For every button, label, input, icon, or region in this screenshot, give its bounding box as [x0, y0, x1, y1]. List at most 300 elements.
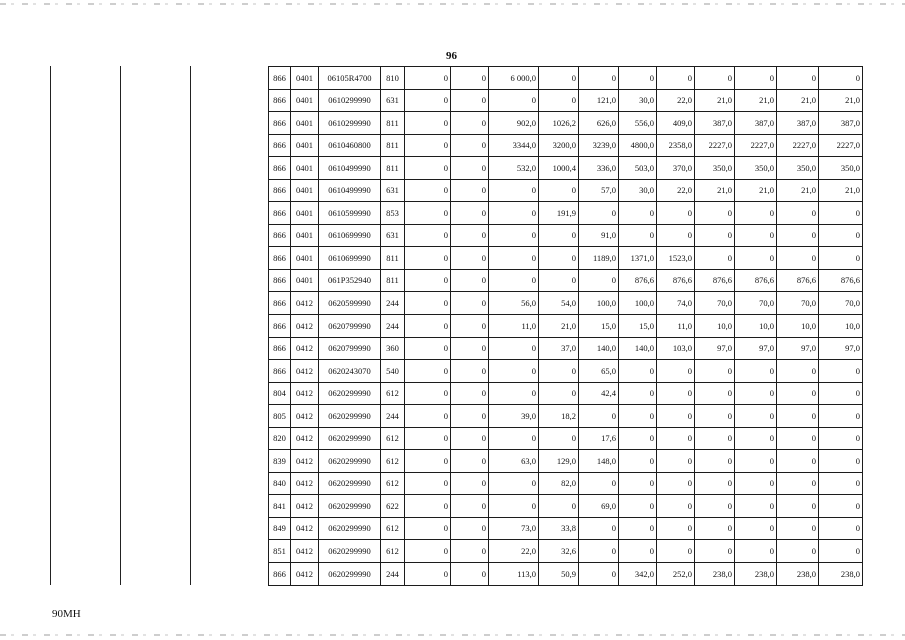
table-cell: 0	[579, 202, 619, 225]
table-cell: 0401	[291, 247, 319, 270]
table-cell: 244	[381, 292, 405, 315]
table-cell: 0	[539, 427, 579, 450]
table-cell: 0	[819, 360, 863, 383]
table-cell: 0	[405, 472, 451, 495]
table-cell: 0	[451, 382, 489, 405]
table-cell: 11,0	[489, 315, 539, 338]
table-cell: 0	[657, 427, 695, 450]
table-cell: 32,6	[539, 540, 579, 563]
table-cell: 0	[405, 134, 451, 157]
table-cell: 21,0	[735, 179, 777, 202]
table-cell: 811	[381, 112, 405, 135]
table-cell: 0	[405, 179, 451, 202]
table-row	[269, 563, 863, 586]
table-cell: 810	[381, 67, 405, 90]
table-cell: 0610299990	[319, 89, 381, 112]
table-cell: 0	[735, 224, 777, 247]
table-cell: 0610299990	[319, 112, 381, 135]
table-cell: 612	[381, 472, 405, 495]
table-cell: 0	[735, 67, 777, 90]
table-cell: 841	[269, 495, 291, 518]
table-cell: 0412	[291, 360, 319, 383]
table-cell: 350,0	[695, 157, 735, 180]
table-cell: 0	[777, 450, 819, 473]
table-cell: 82,0	[539, 472, 579, 495]
table-cell: 0	[451, 157, 489, 180]
table-cell: 0	[619, 382, 657, 405]
table-cell: 0412	[291, 405, 319, 428]
table-cell: 851	[269, 540, 291, 563]
table-cell: 54,0	[539, 292, 579, 315]
table-cell: 0	[777, 472, 819, 495]
table-cell: 0	[405, 315, 451, 338]
table-cell: 0	[405, 337, 451, 360]
table-cell: 0	[405, 112, 451, 135]
table-cell: 21,0	[777, 179, 819, 202]
table-cell: 840	[269, 472, 291, 495]
table-cell: 342,0	[619, 563, 657, 586]
table-cell: 0	[695, 517, 735, 540]
table-cell: 0401	[291, 157, 319, 180]
table-cell: 97,0	[735, 337, 777, 360]
table-cell: 70,0	[695, 292, 735, 315]
table-cell: 0	[489, 247, 539, 270]
table-cell: 811	[381, 134, 405, 157]
table-cell: 853	[381, 202, 405, 225]
table-cell: 140,0	[579, 337, 619, 360]
table-cell: 0	[777, 517, 819, 540]
table-cell: 2227,0	[735, 134, 777, 157]
table-cell: 804	[269, 382, 291, 405]
table-row	[269, 382, 863, 405]
table-cell: 0	[819, 450, 863, 473]
table-cell: 0412	[291, 337, 319, 360]
table-cell: 4800,0	[619, 134, 657, 157]
table-cell: 252,0	[657, 563, 695, 586]
table-cell: 0	[451, 450, 489, 473]
table-cell: 0	[579, 405, 619, 428]
table-cell: 10,0	[777, 315, 819, 338]
table-cell: 866	[269, 179, 291, 202]
table-cell: 97,0	[819, 337, 863, 360]
table-cell: 0620299990	[319, 382, 381, 405]
table-cell: 866	[269, 563, 291, 586]
table-cell: 876,6	[695, 269, 735, 292]
table-cell: 91,0	[579, 224, 619, 247]
table-cell: 100,0	[619, 292, 657, 315]
table-cell: 0	[451, 495, 489, 518]
table-cell: 0610699990	[319, 224, 381, 247]
table-cell: 0	[451, 563, 489, 586]
table-cell: 0	[695, 405, 735, 428]
table-cell: 0	[405, 405, 451, 428]
table-cell: 0	[579, 67, 619, 90]
table-cell: 0	[695, 495, 735, 518]
table-row	[269, 179, 863, 202]
table-row	[269, 292, 863, 315]
table-cell: 503,0	[619, 157, 657, 180]
table-cell: 0	[657, 382, 695, 405]
table-cell: 0	[819, 202, 863, 225]
table-cell: 6 000,0	[489, 67, 539, 90]
table-cell: 876,6	[619, 269, 657, 292]
table-cell: 0412	[291, 427, 319, 450]
table-cell: 0	[451, 89, 489, 112]
table-cell: 0	[579, 540, 619, 563]
table-cell: 0	[819, 472, 863, 495]
table-cell: 0620299990	[319, 517, 381, 540]
table-cell: 238,0	[777, 563, 819, 586]
table-cell: 866	[269, 315, 291, 338]
table-cell: 820	[269, 427, 291, 450]
table-cell: 0	[735, 202, 777, 225]
table-cell: 0	[405, 269, 451, 292]
table-cell: 0	[579, 269, 619, 292]
table-cell: 0	[819, 247, 863, 270]
table-cell: 626,0	[579, 112, 619, 135]
table-cell: 0	[695, 540, 735, 563]
table-cell: 0	[451, 472, 489, 495]
table-cell: 0	[451, 405, 489, 428]
table-cell: 0610699990	[319, 247, 381, 270]
table-cell: 0	[695, 450, 735, 473]
table-cell: 1371,0	[619, 247, 657, 270]
table-cell: 409,0	[657, 112, 695, 135]
table-cell: 0401	[291, 67, 319, 90]
table-cell: 0620799990	[319, 337, 381, 360]
table-cell: 876,6	[819, 269, 863, 292]
table-cell: 540	[381, 360, 405, 383]
table-cell: 0	[695, 247, 735, 270]
table-cell: 631	[381, 224, 405, 247]
table-cell: 0	[405, 67, 451, 90]
table-cell: 0	[405, 540, 451, 563]
table-cell: 21,0	[819, 89, 863, 112]
table-row	[269, 405, 863, 428]
table-cell: 0620299990	[319, 427, 381, 450]
table-cell: 0	[451, 517, 489, 540]
table-cell: 0	[489, 382, 539, 405]
table-cell: 0	[539, 269, 579, 292]
table-cell: 0	[405, 382, 451, 405]
table-cell: 866	[269, 292, 291, 315]
table-cell: 866	[269, 360, 291, 383]
table-cell: 387,0	[777, 112, 819, 135]
table-cell: 0	[451, 292, 489, 315]
table-cell: 3239,0	[579, 134, 619, 157]
table-cell: 10,0	[819, 315, 863, 338]
table-cell: 30,0	[619, 179, 657, 202]
table-cell: 0	[735, 450, 777, 473]
table-cell: 866	[269, 67, 291, 90]
table-cell: 0	[451, 337, 489, 360]
table-cell: 866	[269, 112, 291, 135]
scan-edge-top	[0, 3, 905, 5]
table-cell: 73,0	[489, 517, 539, 540]
table-cell: 33,8	[539, 517, 579, 540]
table-cell: 21,0	[539, 315, 579, 338]
table-cell: 0	[819, 224, 863, 247]
table-cell: 0	[657, 360, 695, 383]
table-cell: 0	[451, 179, 489, 202]
table-row	[269, 517, 863, 540]
table-cell: 0	[405, 360, 451, 383]
table-cell: 902,0	[489, 112, 539, 135]
table-cell: 0412	[291, 315, 319, 338]
table-cell: 22,0	[657, 179, 695, 202]
table-cell: 39,0	[489, 405, 539, 428]
table-cell: 0	[619, 360, 657, 383]
table-cell: 238,0	[819, 563, 863, 586]
table-row	[269, 337, 863, 360]
table-cell: 336,0	[579, 157, 619, 180]
table-cell: 370,0	[657, 157, 695, 180]
table-cell: 612	[381, 450, 405, 473]
table-cell: 0	[405, 517, 451, 540]
table-cell: 191,9	[539, 202, 579, 225]
table-cell: 63,0	[489, 450, 539, 473]
table-row	[269, 134, 863, 157]
table-cell: 612	[381, 382, 405, 405]
table-cell: 0	[405, 247, 451, 270]
table-cell: 244	[381, 315, 405, 338]
table-cell: 1189,0	[579, 247, 619, 270]
table-cell: 113,0	[489, 563, 539, 586]
table-row	[269, 67, 863, 90]
table-cell: 556,0	[619, 112, 657, 135]
table-cell: 0610499990	[319, 157, 381, 180]
table-cell: 866	[269, 202, 291, 225]
table-cell: 0401	[291, 179, 319, 202]
table-cell: 876,6	[735, 269, 777, 292]
table-cell: 0	[735, 540, 777, 563]
table-cell: 100,0	[579, 292, 619, 315]
table-cell: 387,0	[695, 112, 735, 135]
table-cell: 0	[489, 202, 539, 225]
table-cell: 18,2	[539, 405, 579, 428]
table-row	[269, 89, 863, 112]
margin-rule-2	[120, 66, 121, 585]
table-row	[269, 112, 863, 135]
table-cell: 805	[269, 405, 291, 428]
table-cell: 0	[735, 427, 777, 450]
table-cell: 0412	[291, 382, 319, 405]
table-cell: 97,0	[695, 337, 735, 360]
table-cell: 0	[451, 427, 489, 450]
table-cell: 0	[451, 360, 489, 383]
table-cell: 1000,4	[539, 157, 579, 180]
table-cell: 0	[819, 427, 863, 450]
table-cell: 0	[539, 224, 579, 247]
table-cell: 866	[269, 157, 291, 180]
table-cell: 0	[695, 202, 735, 225]
table-cell: 0	[657, 450, 695, 473]
table-cell: 0	[657, 224, 695, 247]
table-cell: 0	[451, 540, 489, 563]
table-cell: 0	[695, 472, 735, 495]
table-cell: 0	[451, 112, 489, 135]
table-cell: 0620299990	[319, 472, 381, 495]
table-cell: 0	[489, 427, 539, 450]
table-cell: 21,0	[695, 89, 735, 112]
table-cell: 50,9	[539, 563, 579, 586]
table-cell: 65,0	[579, 360, 619, 383]
table-cell: 0	[735, 517, 777, 540]
table-cell: 0401	[291, 224, 319, 247]
table-cell: 0	[451, 315, 489, 338]
table-cell: 2358,0	[657, 134, 695, 157]
table-row	[269, 360, 863, 383]
table-cell: 17,6	[579, 427, 619, 450]
table-cell: 0412	[291, 563, 319, 586]
page-number: 96	[446, 50, 457, 62]
table-cell: 121,0	[579, 89, 619, 112]
table-cell: 866	[269, 247, 291, 270]
table-cell: 74,0	[657, 292, 695, 315]
table-cell: 866	[269, 337, 291, 360]
table-cell: 0401	[291, 89, 319, 112]
table-cell: 148,0	[579, 450, 619, 473]
table-cell: 0	[777, 202, 819, 225]
scan-edge-bottom	[0, 634, 905, 636]
table-cell: 22,0	[657, 89, 695, 112]
table-cell: 0	[819, 495, 863, 518]
table-cell: 0	[489, 269, 539, 292]
table-cell: 811	[381, 269, 405, 292]
table-cell: 0	[539, 495, 579, 518]
table-cell: 30,0	[619, 89, 657, 112]
table-cell: 21,0	[735, 89, 777, 112]
table-cell: 0	[777, 360, 819, 383]
table-row	[269, 315, 863, 338]
table-cell: 0	[405, 427, 451, 450]
table-cell: 0	[619, 405, 657, 428]
table-cell: 0	[819, 540, 863, 563]
table-cell: 0	[657, 517, 695, 540]
table-cell: 0	[619, 202, 657, 225]
table-cell: 0	[451, 134, 489, 157]
table-cell: 0620299990	[319, 405, 381, 428]
table-cell: 0	[539, 89, 579, 112]
table-cell: 839	[269, 450, 291, 473]
table-cell: 0610460800	[319, 134, 381, 157]
table-cell: 0	[819, 405, 863, 428]
table-cell: 140,0	[619, 337, 657, 360]
table-cell: 56,0	[489, 292, 539, 315]
table-cell: 612	[381, 540, 405, 563]
table-cell: 0	[619, 540, 657, 563]
table-cell: 0	[735, 405, 777, 428]
table-cell: 0	[405, 495, 451, 518]
table-cell: 0	[777, 382, 819, 405]
table-cell: 0	[489, 360, 539, 383]
table-row	[269, 269, 863, 292]
table-cell: 37,0	[539, 337, 579, 360]
table-cell: 0620299990	[319, 495, 381, 518]
table-cell: 0	[405, 292, 451, 315]
table-cell: 0	[695, 427, 735, 450]
table-cell: 0	[657, 405, 695, 428]
table-cell: 387,0	[819, 112, 863, 135]
table-cell: 70,0	[819, 292, 863, 315]
table-cell: 0	[819, 517, 863, 540]
table-cell: 70,0	[735, 292, 777, 315]
table-cell: 10,0	[735, 315, 777, 338]
table-cell: 612	[381, 517, 405, 540]
table-cell: 0620799990	[319, 315, 381, 338]
table-cell: 11,0	[657, 315, 695, 338]
budget-table	[268, 66, 863, 586]
table-row	[269, 540, 863, 563]
table-cell: 0	[819, 67, 863, 90]
table-cell: 0	[735, 472, 777, 495]
table-cell: 866	[269, 134, 291, 157]
table-cell: 1523,0	[657, 247, 695, 270]
table-cell: 360	[381, 337, 405, 360]
table-cell: 0	[405, 450, 451, 473]
table-cell: 0	[735, 247, 777, 270]
table-cell: 244	[381, 405, 405, 428]
table-row	[269, 450, 863, 473]
table-cell: 21,0	[695, 179, 735, 202]
table-cell: 0	[451, 269, 489, 292]
table-cell: 0	[405, 563, 451, 586]
table-cell: 0	[619, 517, 657, 540]
table-cell: 0	[735, 382, 777, 405]
table-cell: 0	[539, 360, 579, 383]
table-cell: 0	[777, 405, 819, 428]
table-cell: 3344,0	[489, 134, 539, 157]
table-cell: 244	[381, 563, 405, 586]
table-cell: 387,0	[735, 112, 777, 135]
table-cell: 0	[489, 224, 539, 247]
table-cell: 0	[451, 247, 489, 270]
table-row	[269, 202, 863, 225]
table-cell: 0	[777, 427, 819, 450]
table-cell: 0	[619, 427, 657, 450]
table-cell: 0401	[291, 134, 319, 157]
table-cell: 0	[539, 67, 579, 90]
table-cell: 129,0	[539, 450, 579, 473]
table-cell: 0610599990	[319, 202, 381, 225]
table-cell: 06105R4700	[319, 67, 381, 90]
table-cell: 350,0	[735, 157, 777, 180]
table-cell: 0	[657, 495, 695, 518]
table-cell: 631	[381, 89, 405, 112]
table-cell: 15,0	[619, 315, 657, 338]
table-cell: 0	[777, 67, 819, 90]
table-cell: 350,0	[819, 157, 863, 180]
table-cell: 0412	[291, 517, 319, 540]
table-cell: 0	[489, 495, 539, 518]
table-cell: 0	[539, 247, 579, 270]
table-cell: 811	[381, 247, 405, 270]
table-cell: 0620299990	[319, 563, 381, 586]
table-cell: 866	[269, 269, 291, 292]
table-cell: 2227,0	[819, 134, 863, 157]
table-cell: 0	[489, 89, 539, 112]
table-row	[269, 157, 863, 180]
table-cell: 0	[451, 224, 489, 247]
table-cell: 0	[695, 224, 735, 247]
table-body	[269, 67, 863, 586]
table-cell: 42,4	[579, 382, 619, 405]
table-cell: 0	[735, 360, 777, 383]
table-cell: 532,0	[489, 157, 539, 180]
table-cell: 57,0	[579, 179, 619, 202]
table-row	[269, 472, 863, 495]
table-row	[269, 247, 863, 270]
